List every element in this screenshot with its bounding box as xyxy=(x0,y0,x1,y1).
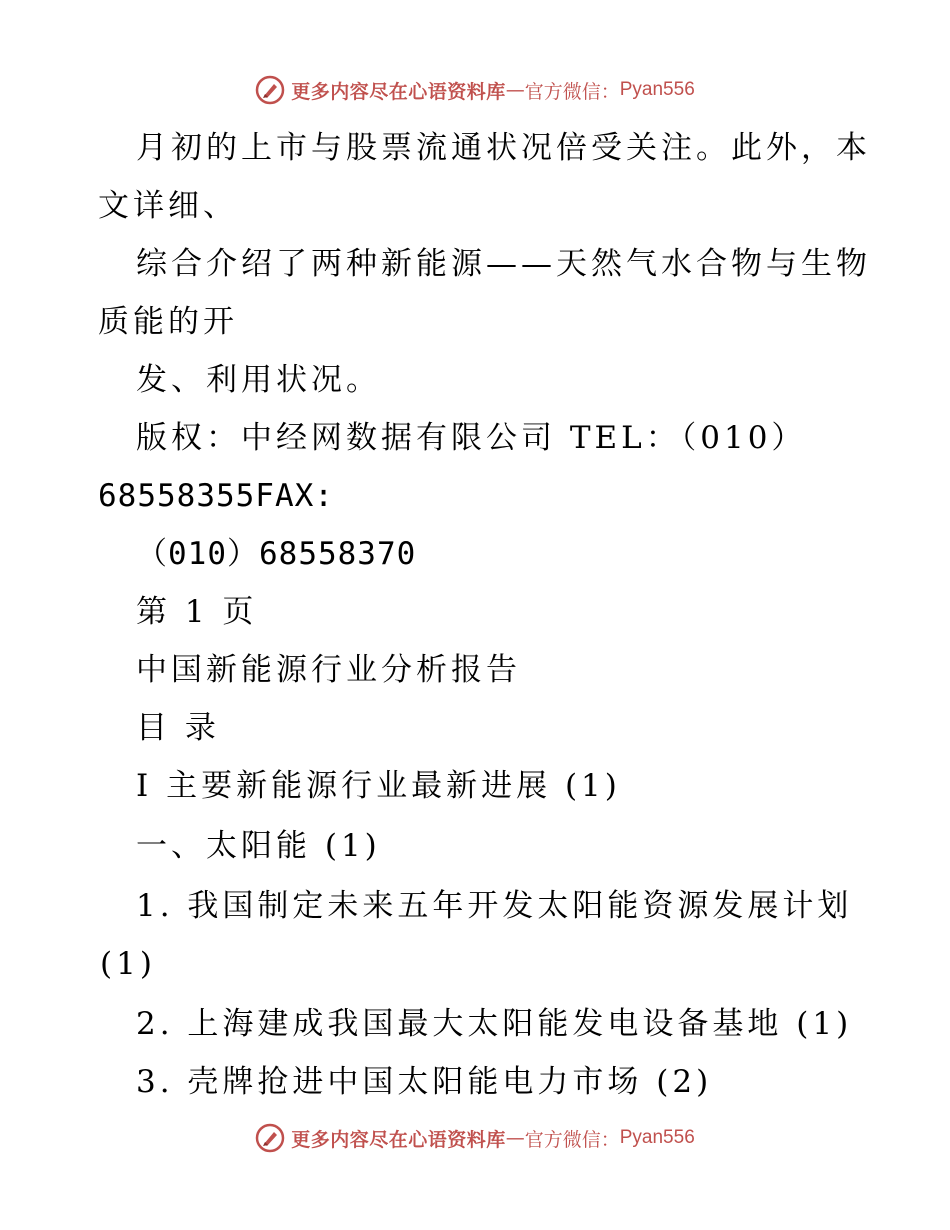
fax-number-line: （010）68558370 xyxy=(136,536,417,572)
body-line-5: 发、利用状况。 xyxy=(136,362,381,398)
toc-item-section-1: Ⅰ 主要新能源行业最新进展 (1) xyxy=(136,768,621,804)
report-title: 中国新能源行业分析报告 xyxy=(136,652,521,688)
body-line-3: 综合介绍了两种新能源——天然气水合物与生物 xyxy=(136,246,871,282)
page-number: 第 1 页 xyxy=(136,594,258,630)
body-line-1: 月初的上市与股票流通状况倍受关注。此外，本 xyxy=(136,130,871,166)
body-line-2: 文详细、 xyxy=(98,188,238,224)
pen-logo-icon xyxy=(255,1123,285,1153)
watermark-sub-text: 官方微信： xyxy=(524,80,620,103)
watermark-main-text: 更多内容尽在心语资料库 xyxy=(291,80,506,103)
watermark-header xyxy=(0,70,950,110)
toc-item-3: 3. 壳牌抢进中国太阳能电力市场 (2) xyxy=(136,1064,713,1100)
pen-logo-icon xyxy=(255,75,285,105)
watermark-sub-text: 官方微信： xyxy=(524,1128,620,1151)
toc-item-1-page: (1) xyxy=(100,946,156,982)
body-line-4: 质能的开 xyxy=(98,304,238,340)
copyright-line: 版权：中经网数据有限公司 TEL：（010） xyxy=(136,420,807,456)
toc-heading: 目 录 xyxy=(136,710,220,746)
toc-item-solar: 一、太阳能 (1) xyxy=(136,828,381,864)
watermark-main-text: 更多内容尽在心语资料库 xyxy=(291,1128,506,1151)
phone-fax-line: 68558355FAX: xyxy=(98,478,334,514)
watermark-wechat-id: Pyan556 xyxy=(619,79,695,100)
watermark-footer xyxy=(0,1118,950,1158)
watermark-wechat-id: Pyan556 xyxy=(619,1127,695,1148)
watermark-dash: — xyxy=(505,79,525,101)
toc-item-1: 1. 我国制定未来五年开发太阳能资源发展计划 xyxy=(136,888,853,924)
toc-item-2: 2. 上海建成我国最大太阳能发电设备基地 (1) xyxy=(136,1006,853,1042)
watermark-dash: — xyxy=(505,1127,525,1149)
